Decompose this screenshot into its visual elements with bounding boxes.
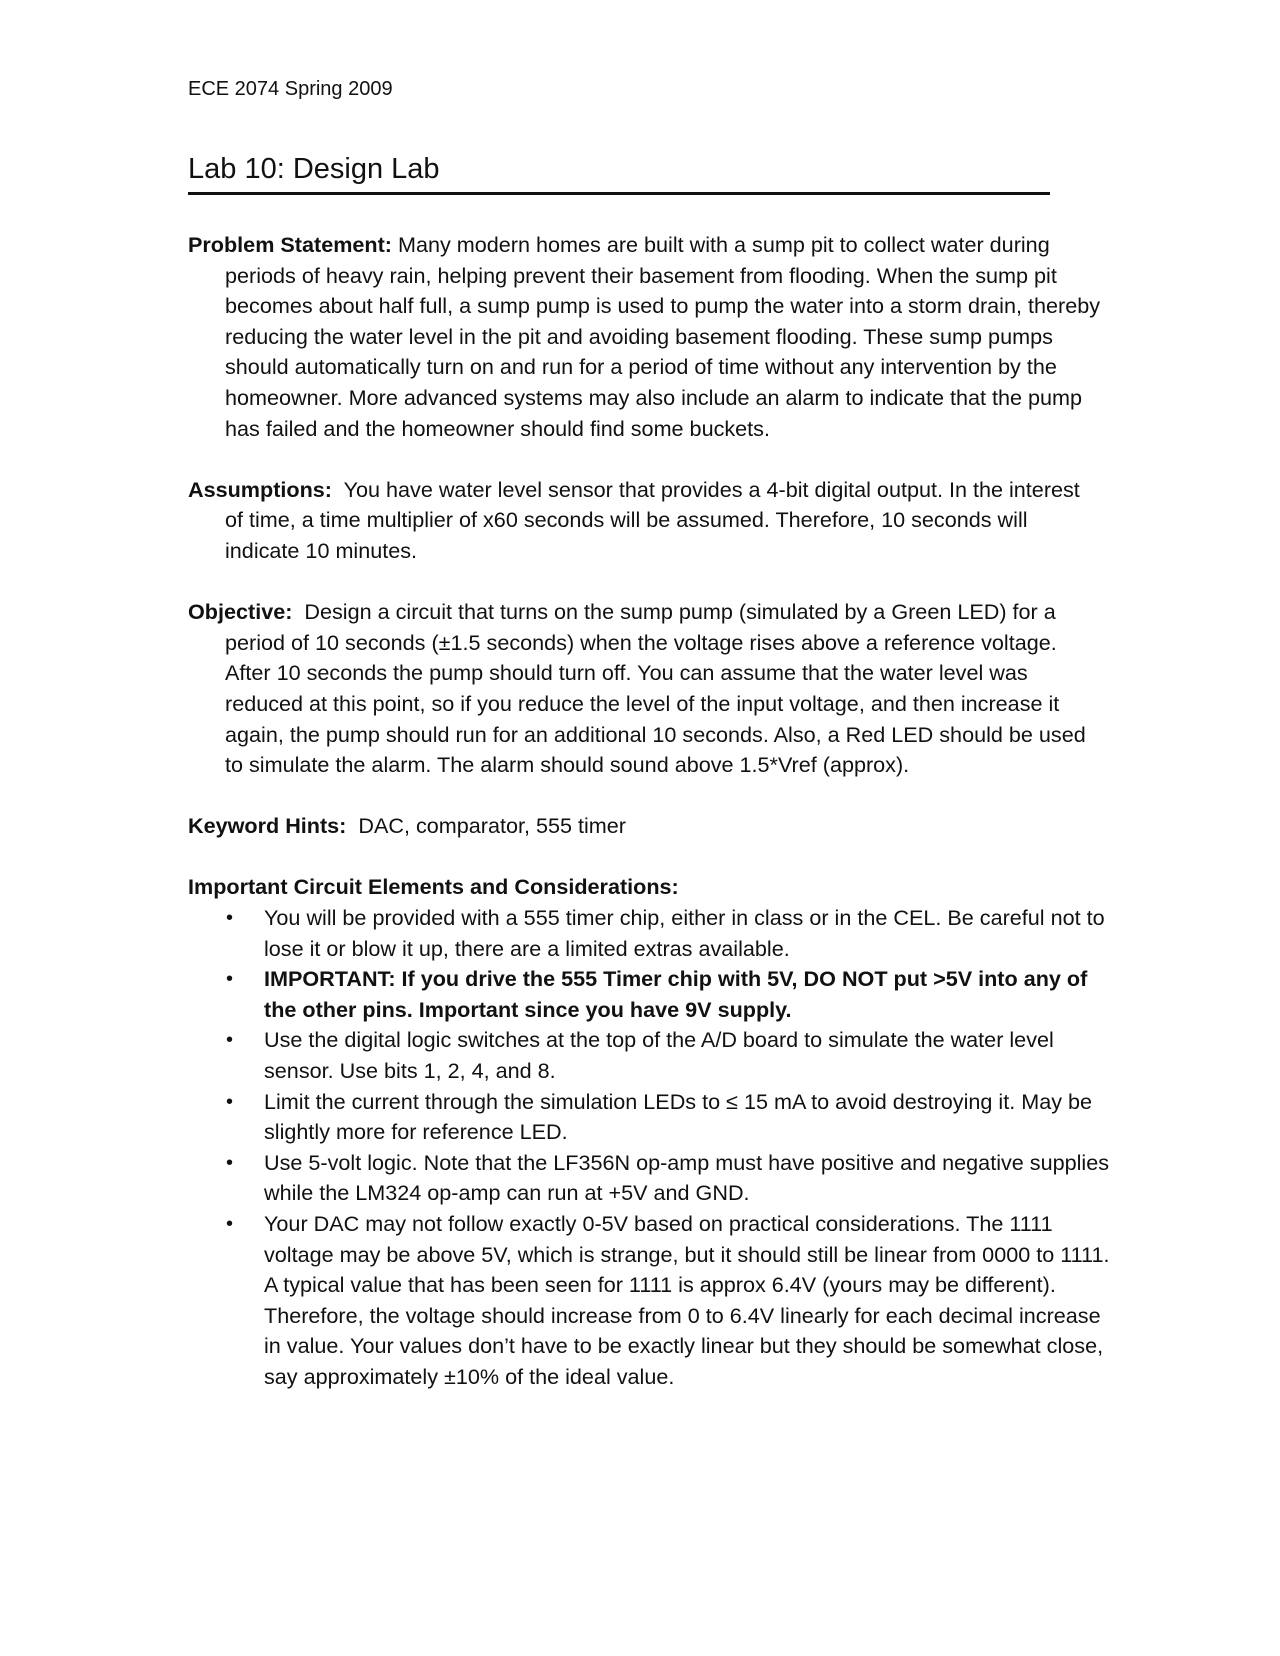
list-item xyxy=(188,1087,1118,1148)
document-body xyxy=(188,230,1118,1393)
objective-label: Objective: xyxy=(188,599,293,625)
bullet-icon: • xyxy=(226,1090,234,1113)
bullet-icon: • xyxy=(226,907,234,930)
problem-statement-paragraph xyxy=(188,230,1100,444)
list-item-text: IMPORTANT: If you drive the 555 Timer chip with 5V, DO NOT put >5V into any of the other pins. Important since you have 9V supply. xyxy=(264,966,1088,1022)
list-item-text: Your DAC may not follow exactly 0-5V based on practical considerations. The 1111 voltage may be above 5V, which is strange, but it should still be linear from 0000 to 1111. A typical value that has been seen for 1111 is approx 6.4V (yours may be different). Therefore, the voltage should increase from 0 to 6.4V linearly for each decimal increase in value. Your values don’t have to be exactly linear but they should be somewhat close, say approximately ±10% of the ideal value. xyxy=(264,1211,1110,1389)
assumptions-label: Assumptions: xyxy=(188,476,332,502)
objective-paragraph xyxy=(188,597,1100,781)
list-item-text: Limit the current through the simulation LEDs to ≤ 15 mA to avoid destroying it. May be slightly more for reference LED. xyxy=(264,1088,1093,1145)
course-header: ECE 2074 Spring 2009 xyxy=(188,78,393,100)
keyword-hints-paragraph xyxy=(188,811,1100,842)
list-item xyxy=(188,1025,1118,1086)
list-item-text: Use the digital logic switches at the top of the A/D board to simulate the water level sensor. Use bits 1, 2, 4, and 8. xyxy=(264,1027,1054,1084)
list-item-text: Use 5-volt logic. Note that the LF356N op-amp must have positive and negative supplies while the LM324 op-amp can run at +5V and GND. xyxy=(264,1149,1110,1206)
problem-statement-label: Problem Statement: xyxy=(188,232,392,257)
bullet-icon: • xyxy=(226,1213,234,1235)
bullet-icon: • xyxy=(226,968,234,991)
list-item xyxy=(188,1209,1118,1393)
objective-text: Design a circuit that turns on the sump pump (simulated by a Green LED) for a period of 10 seconds (±1.5 seconds) when the voltage rises above a reference voltage. After 10 seconds the pump should turn off. You can assume that the water level was reduced at this point, so if you reduce the level of the input voltage, and then increase it again, the pump should run for an additional 10 seconds. Also, a Red LED should be used to simulate the alarm. The alarm should sound above 1.5*Vref (approx). xyxy=(225,599,1086,778)
lab-title: Lab 10: Design Lab xyxy=(188,150,1050,195)
bullet-icon: • xyxy=(226,1029,234,1052)
assumptions-paragraph xyxy=(188,475,1100,567)
elements-heading: Important Circuit Elements and Considerations: xyxy=(188,874,679,900)
considerations-list xyxy=(188,903,1118,1393)
list-item xyxy=(188,1148,1118,1209)
list-item xyxy=(188,964,1118,1025)
list-item xyxy=(188,903,1118,964)
keyword-hints-label: Keyword Hints: xyxy=(188,813,347,839)
assumptions-text: You have water level sensor that provides a 4-bit digital output. In the interest of time, a time multiplier of x60 seconds will be assumed. Therefore, 10 seconds will indicate 10 minutes. xyxy=(225,476,1080,563)
problem-statement-text: Many modern homes are built with a sump pit to collect water during periods of heavy rain, helping prevent their basement from flooding. When the sump pit becomes about half full, a sump pump is used to pump the water into a storm drain, thereby reducing the water level in the pit and avoiding basement flooding. These sump pumps should automatically turn on and run for a period of time without any intervention by the homeowner. More advanced systems may also include an alarm to indicate that the pump has failed and the homeowner should find some buckets. xyxy=(225,232,1101,441)
keyword-hints-text: DAC, comparator, 555 timer xyxy=(358,813,626,839)
list-item-text: You will be provided with a 555 timer chip, either in class or in the CEL. Be careful not to lose it or blow it up, there are a limited extras available. xyxy=(264,905,1105,961)
bullet-icon: • xyxy=(226,1151,234,1174)
